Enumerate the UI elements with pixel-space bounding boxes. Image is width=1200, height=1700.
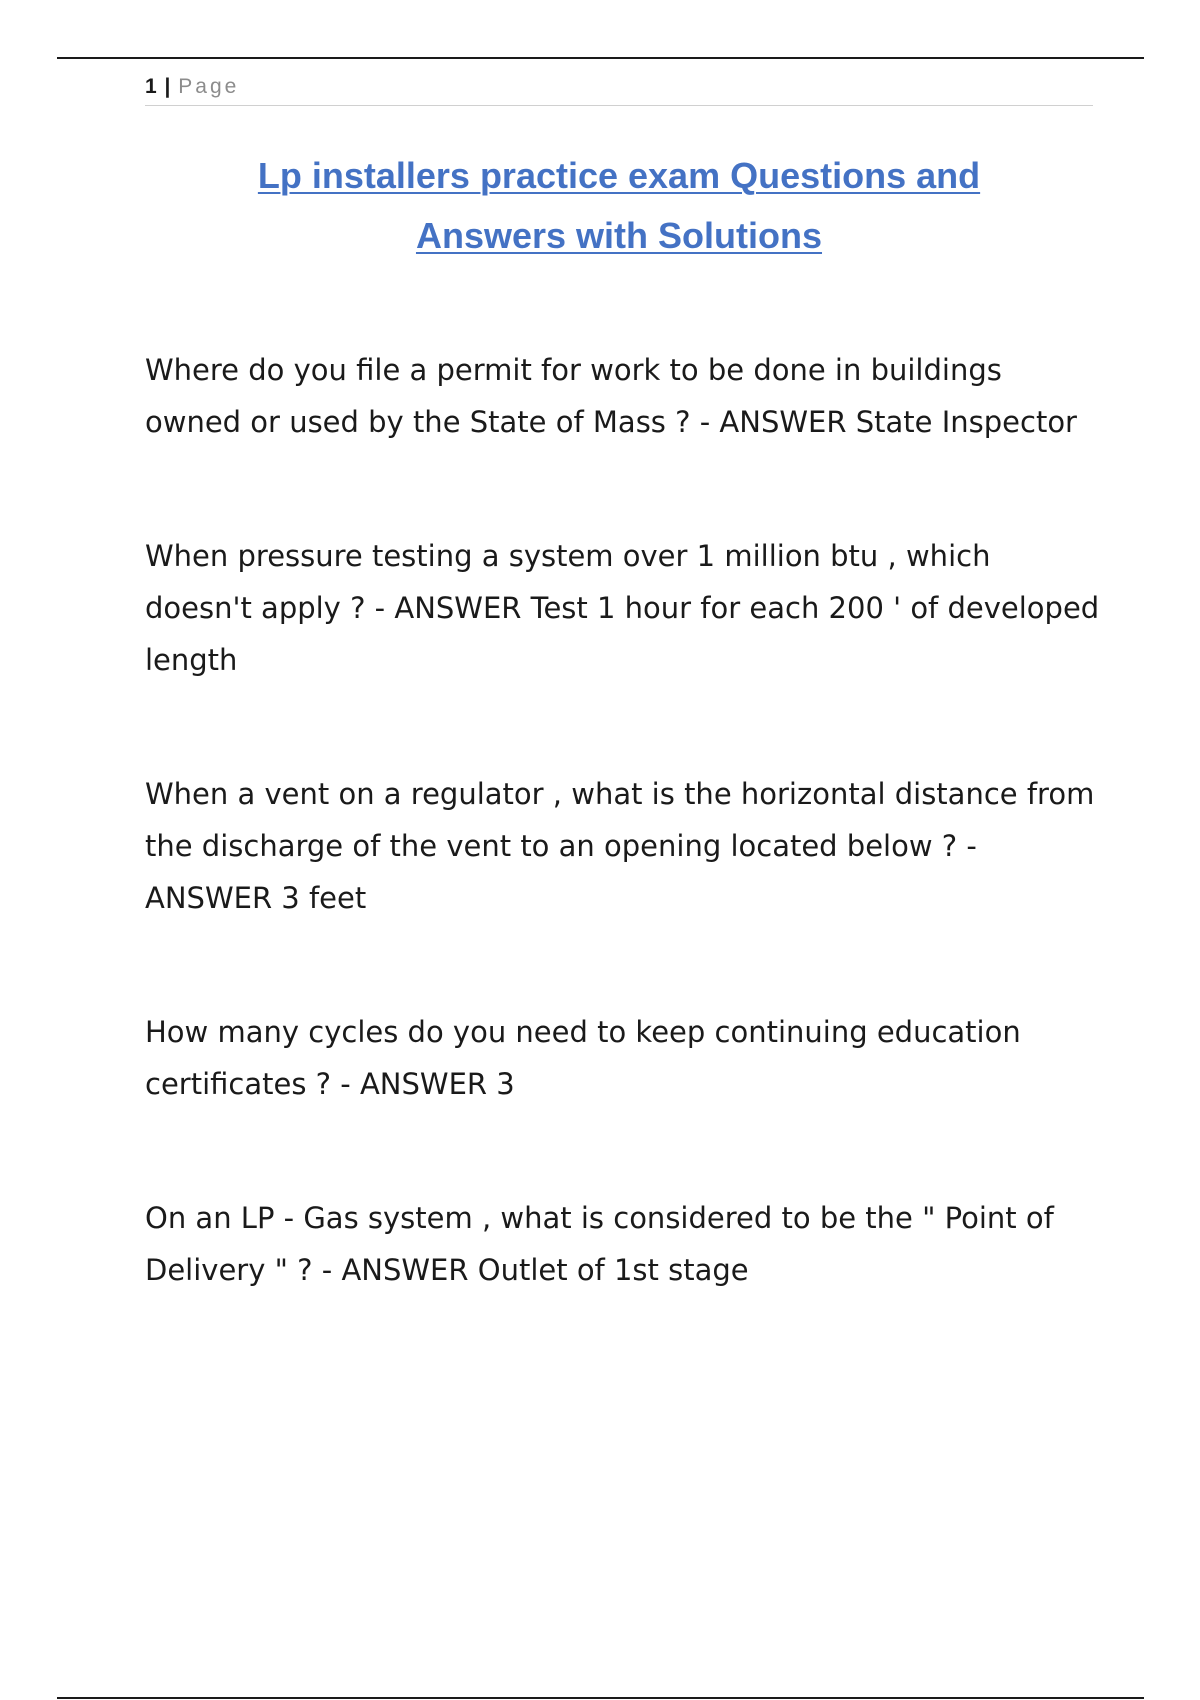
page-label: Page — [178, 75, 240, 98]
page-separator: | — [164, 75, 172, 98]
qa-item-1: Where do you file a permit for work to be done in buildings owned or used by the State of Mass ? - ANSWER State Inspector — [145, 353, 1077, 439]
qa-item-5: On an LP - Gas system , what is considered to be the " Point of Delivery " ? - ANSWER Outlet of 1st stage — [145, 1201, 1054, 1287]
document-title — [145, 146, 1093, 266]
qa-item-2: When pressure testing a system over 1 million btu , which doesn't apply ? - ANSWER Test 1 hour for each 200 ' of developed length — [145, 539, 1100, 677]
question-answer-list — [145, 344, 1105, 1378]
page-number: 1 — [145, 75, 158, 98]
bottom-page-rule — [57, 1697, 1144, 1699]
qa-item-3: When a vent on a regulator , what is the horizontal distance from the discharge of the vent to an opening located below ? - ANSWER 3 feet — [145, 777, 1095, 915]
top-page-rule — [57, 57, 1144, 59]
title-line-2: Answers with Solutions — [415, 215, 823, 256]
qa-item-4: How many cycles do you need to keep continuing education certificates ? - ANSWER 3 — [145, 1015, 1021, 1101]
title-line-1: Lp installers practice exam Questions and — [257, 155, 981, 196]
page-header — [145, 74, 1093, 106]
